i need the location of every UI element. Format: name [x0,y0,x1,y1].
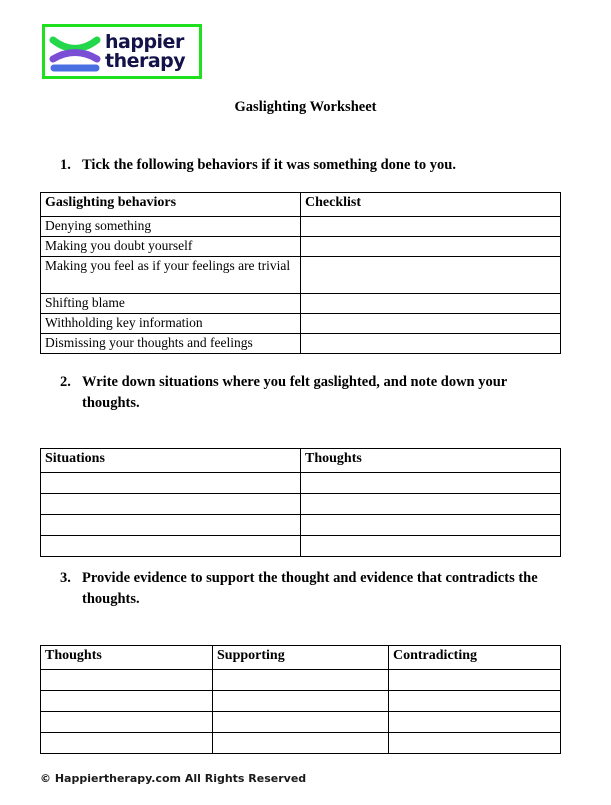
column-header-contradicting: Contradicting [389,646,561,670]
behavior-cell: Making you doubt yourself [41,237,301,257]
question-2-text: Write down situations where you felt gaslighted, and note down your thoughts. [82,374,507,412]
behavior-cell: Dismissing your thoughts and feelings [41,334,301,354]
table-row [41,536,561,557]
checklist-cell[interactable] [301,257,561,294]
checklist-cell[interactable] [301,237,561,257]
column-header-thoughts: Thoughts [41,646,213,670]
question-3-number: 3. [60,570,71,586]
question-2-number: 2. [60,374,71,390]
behavior-cell: Shifting blame [41,294,301,314]
situation-cell[interactable] [41,515,301,536]
thought-cell[interactable] [41,712,213,733]
checklist-cell[interactable] [301,294,561,314]
brand-wordmark [105,30,186,72]
thought-cell[interactable] [301,536,561,557]
three-wave-bars-icon [49,31,101,73]
contradicting-cell[interactable] [389,670,561,691]
table-row [41,294,561,314]
column-header-supporting: Supporting [213,646,389,670]
question-1-text: Tick the following behaviors if it was something done to you. [82,157,456,173]
column-header-behaviors: Gaslighting behaviors [41,193,301,217]
table-header-row [41,193,561,217]
table-row [41,473,561,494]
contradicting-cell[interactable] [389,733,561,754]
thought-cell[interactable] [301,515,561,536]
table-row [41,314,561,334]
thought-cell[interactable] [301,473,561,494]
question-1-number: 1. [60,157,71,173]
table-row [41,257,561,294]
supporting-cell[interactable] [213,712,389,733]
contradicting-cell[interactable] [389,691,561,712]
behavior-cell: Making you feel as if your feelings are trivial [41,257,301,294]
question-3-text: Provide evidence to support the thought and evidence that contradicts the thoughts. [82,570,538,608]
table-row [41,334,561,354]
behavior-cell: Withholding key information [41,314,301,334]
copyright-footer: © Happiertherapy.com All Rights Reserved [40,772,307,785]
table-row [41,670,561,691]
table-row [41,712,561,733]
column-header-thoughts: Thoughts [301,449,561,473]
supporting-cell[interactable] [213,670,389,691]
gaslighting-behaviors-checklist-table [40,192,561,354]
question-3 [60,568,560,610]
checklist-cell[interactable] [301,314,561,334]
table-row [41,217,561,237]
table-row [41,494,561,515]
supporting-cell[interactable] [213,733,389,754]
thought-cell[interactable] [41,670,213,691]
checklist-cell[interactable] [301,217,561,237]
thought-cell[interactable] [41,691,213,712]
question-2 [60,372,545,414]
brand-logo [42,24,202,79]
situation-cell[interactable] [41,473,301,494]
brand-wordmark-line2: therapy [105,49,186,72]
column-header-checklist: Checklist [301,193,561,217]
supporting-cell[interactable] [213,691,389,712]
behavior-cell: Denying something [41,217,301,237]
table-row [41,733,561,754]
table-header-row [41,449,561,473]
brand-wordmark-line1: happier [105,30,184,53]
situation-cell[interactable] [41,536,301,557]
table-row [41,691,561,712]
situation-cell[interactable] [41,494,301,515]
page-title: Gaslighting Worksheet [234,99,377,115]
question-1 [60,155,540,176]
evidence-table [40,645,561,754]
thought-cell[interactable] [301,494,561,515]
situations-thoughts-table [40,448,561,557]
table-row [41,515,561,536]
table-header-row [41,646,561,670]
column-header-situations: Situations [41,449,301,473]
contradicting-cell[interactable] [389,712,561,733]
thought-cell[interactable] [41,733,213,754]
table-row [41,237,561,257]
checklist-cell[interactable] [301,334,561,354]
